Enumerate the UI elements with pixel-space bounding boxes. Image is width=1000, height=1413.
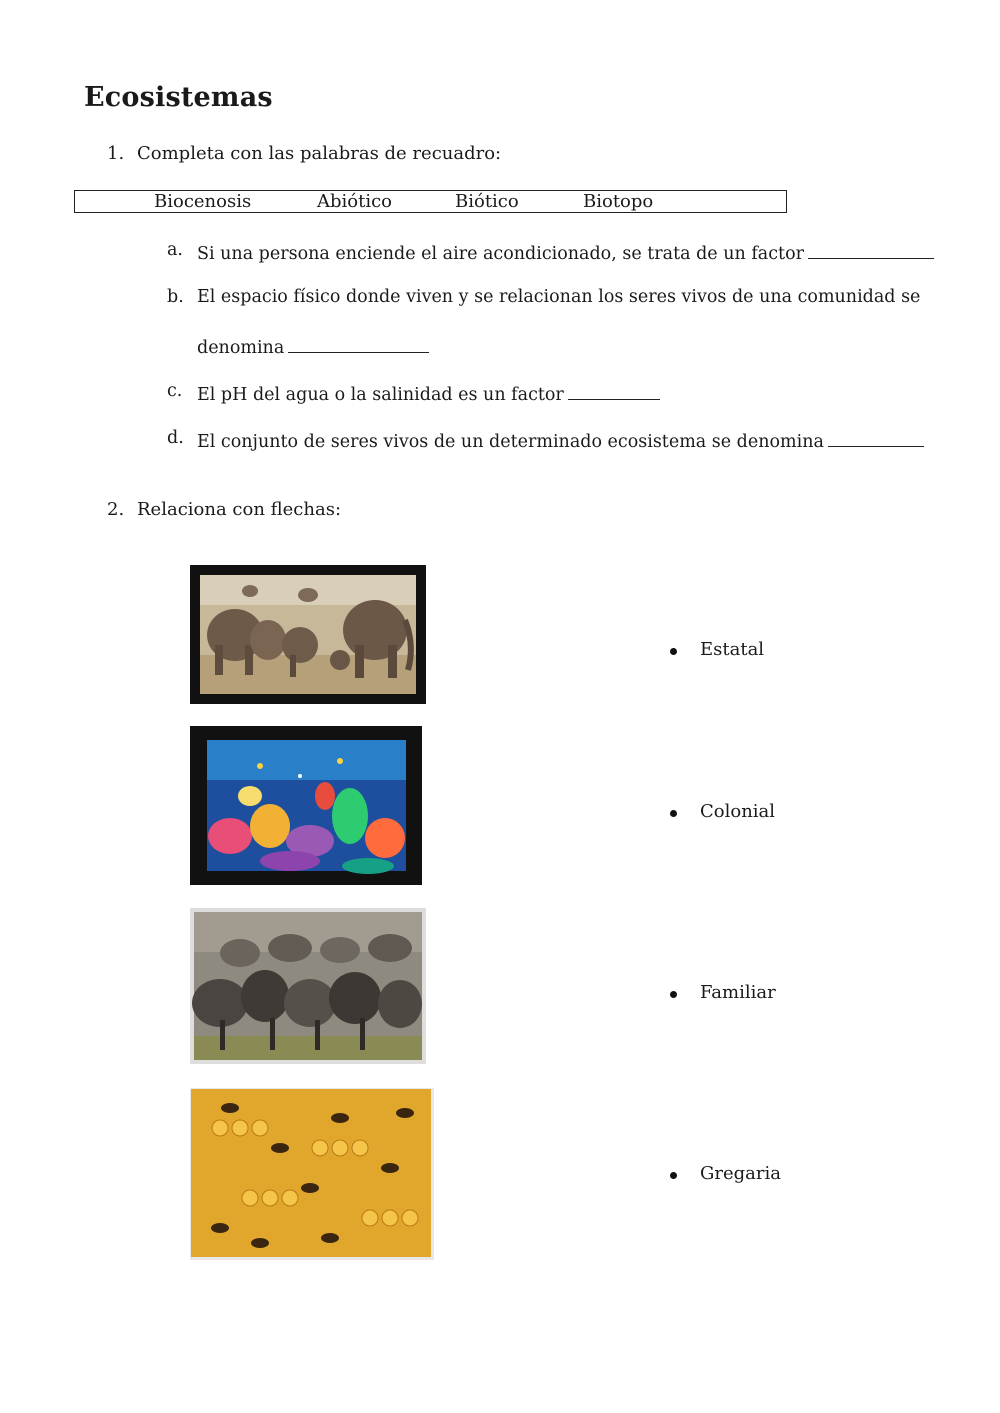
- word-biotopo: Biotopo: [583, 191, 654, 212]
- honeybee-hive-image: [190, 1088, 434, 1260]
- coral-reef-image: [190, 726, 422, 885]
- answer-blank-b[interactable]: [288, 334, 429, 353]
- word-bank-box: [74, 190, 787, 213]
- word-biotico: Biótico: [455, 191, 519, 212]
- bullet-icon: [670, 810, 677, 817]
- elephant-herd-image: [190, 565, 426, 704]
- answer-blank-c[interactable]: [568, 381, 660, 400]
- answer-blank-a[interactable]: [808, 240, 934, 259]
- bullet-icon: [670, 1172, 677, 1179]
- bullet-icon: [670, 648, 677, 655]
- wildebeest-herd-image: [190, 908, 426, 1064]
- word-abiotico: Abiótico: [317, 191, 393, 212]
- question-1-number: 1.: [107, 143, 125, 164]
- answer-blank-d[interactable]: [828, 428, 924, 447]
- page-title: Ecosistemas: [84, 82, 273, 113]
- question-2-prompt: Relaciona con flechas:: [137, 499, 342, 520]
- question-2-number: 2.: [107, 499, 125, 520]
- question-1-prompt: Completa con las palabras de recuadro:: [137, 143, 502, 164]
- bullet-icon: [670, 991, 677, 998]
- word-biocenosis: Biocenosis: [154, 191, 252, 212]
